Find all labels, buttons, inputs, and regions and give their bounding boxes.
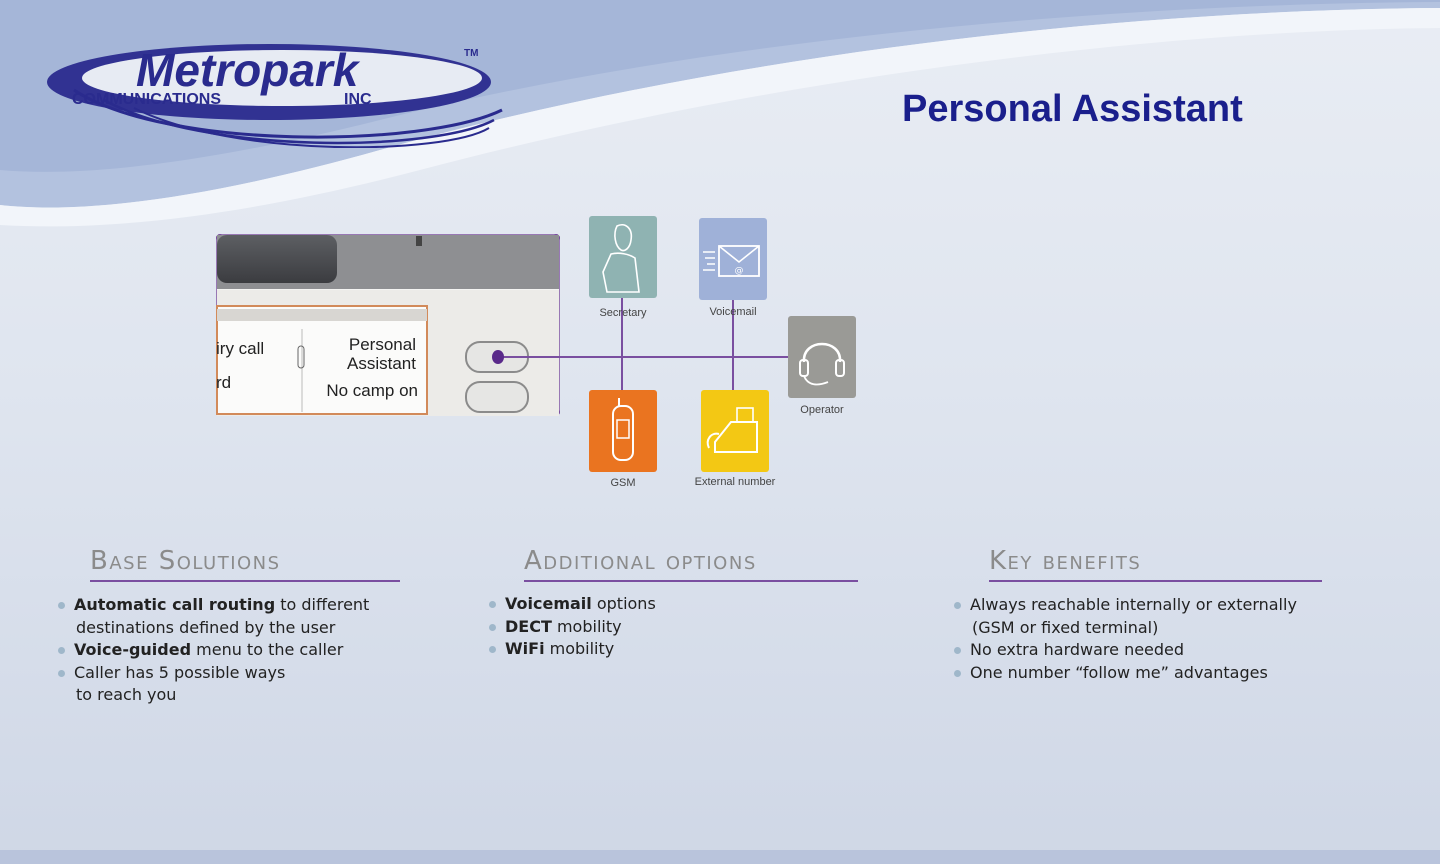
list-item: Always reachable internally or externally (GSM or fixed terminal) (952, 594, 1352, 639)
bullet-icon (489, 624, 496, 631)
list-item: DECT mobility (487, 616, 807, 639)
base-solutions-list (56, 594, 396, 707)
phone-screen-personal: Personal (348, 335, 416, 354)
additional-options-list (487, 593, 807, 661)
list-item: Automatic call routing to different destinations defined by the user (56, 594, 396, 639)
external-number-tile (701, 390, 769, 472)
envelope-icon (699, 218, 767, 300)
phone-screen-no-camp-on: No camp on (326, 381, 418, 400)
secretary-tile (589, 216, 657, 298)
bullet-icon (954, 670, 961, 677)
logo-subtitle: COMMUNICATIONS (72, 91, 222, 108)
operator-label: Operator (800, 404, 844, 416)
key-benefits-rule (989, 580, 1322, 582)
bullet-icon (954, 602, 961, 609)
key-benefits-title: Key benefits (989, 546, 1142, 576)
list-item: WiFi mobility (487, 638, 807, 661)
bullet-icon (58, 647, 65, 654)
bullet-icon (489, 646, 496, 653)
bullet-icon (954, 647, 961, 654)
bullet-icon (489, 601, 496, 608)
key-benefits-list (952, 594, 1352, 684)
mobile-phone-icon (589, 390, 657, 472)
logo-trademark: TM (464, 48, 479, 59)
additional-options-section (524, 546, 858, 582)
phone-screen-line-2: rd (216, 373, 232, 392)
headset-icon (788, 316, 856, 398)
voicemail-label: Voicemail (709, 306, 757, 318)
bullet-icon (58, 670, 65, 677)
base-solutions-rule (90, 580, 400, 582)
secretary-icon (589, 216, 657, 298)
list-item: Caller has 5 possible ways to reach you (56, 662, 396, 707)
phone-screen-illustration (216, 234, 560, 416)
bullet-icon (58, 602, 65, 609)
gsm-tile (589, 390, 657, 472)
list-item: Voice-guided menu to the caller (56, 639, 396, 662)
operator-tile (788, 316, 856, 398)
list-item: No extra hardware needed (952, 639, 1352, 662)
gsm-label: GSM (610, 477, 636, 489)
connector-horizontal (498, 356, 788, 358)
logo-wordmark: Metropark (136, 44, 359, 96)
additional-options-title: Additional options (524, 546, 757, 576)
bottom-bar (0, 850, 1440, 864)
phone-screen-assistant: Assistant (347, 354, 416, 373)
additional-options-rule (524, 580, 858, 582)
key-benefits-section (989, 546, 1322, 582)
voicemail-tile (699, 218, 767, 300)
logo-inc: INC (344, 91, 372, 108)
base-solutions-section (90, 546, 400, 582)
list-item: One number “follow me” advantages (952, 662, 1352, 685)
metropark-logo (44, 30, 514, 148)
svg-text:@: @ (734, 266, 744, 276)
connector-dot (492, 350, 504, 364)
desk-phone-icon (701, 390, 769, 472)
phone-screen-line-1: iry call (216, 339, 265, 358)
list-item: Voicemail options (487, 593, 807, 616)
secretary-label: Secretary (599, 307, 647, 319)
base-solutions-title: Base Solutions (90, 546, 281, 576)
page-title: Personal Assistant (902, 88, 1243, 130)
external-number-label: External number (694, 476, 776, 488)
